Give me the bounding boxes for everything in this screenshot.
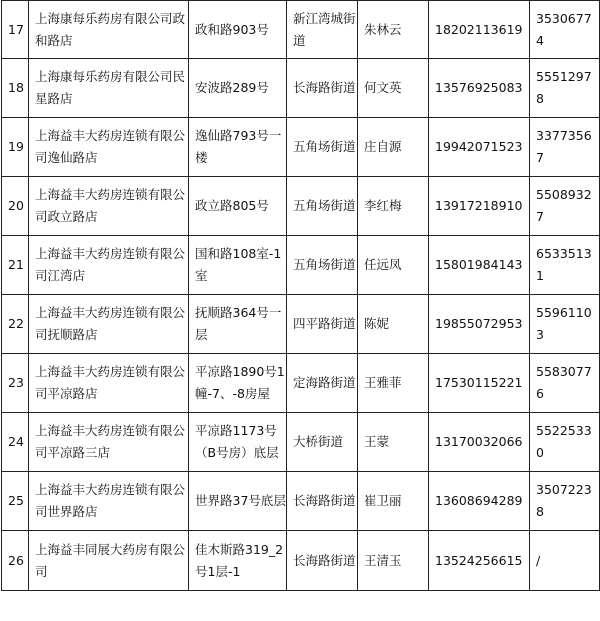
pharmacy-name: 上海益丰大药房连锁有限公司逸仙路店 — [29, 118, 189, 177]
row-number: 26 — [2, 531, 29, 591]
mobile-phone: 13576925083 — [429, 59, 530, 118]
telephone: 55089327 — [530, 177, 600, 236]
street: 新江湾城街道 — [287, 1, 358, 59]
telephone: 35306774 — [530, 1, 600, 59]
table-row — [2, 236, 600, 295]
street: 长海路街道 — [287, 59, 358, 118]
pharmacy-table — [1, 0, 600, 591]
row-number: 25 — [2, 472, 29, 531]
mobile-phone: 13608694289 — [429, 472, 530, 531]
street: 五角场街道 — [287, 118, 358, 177]
address: 国和路108室-1室 — [189, 236, 287, 295]
contact-person: 王蒙 — [358, 413, 429, 472]
contact-person: 王清玉 — [358, 531, 429, 591]
pharmacy-name: 上海益丰大药房连锁有限公司平凉路三店 — [29, 413, 189, 472]
table-row — [2, 118, 600, 177]
contact-person: 朱林云 — [358, 1, 429, 59]
pharmacy-name: 上海益丰同展大药房有限公司 — [29, 531, 189, 591]
table-row — [2, 177, 600, 236]
telephone: 33773567 — [530, 118, 600, 177]
row-number: 22 — [2, 295, 29, 354]
street: 大桥街道 — [287, 413, 358, 472]
telephone: 55512978 — [530, 59, 600, 118]
pharmacy-name: 上海益丰大药房连锁有限公司江湾店 — [29, 236, 189, 295]
pharmacy-name: 上海益丰大药房连锁有限公司抚顺路店 — [29, 295, 189, 354]
contact-person: 任远凤 — [358, 236, 429, 295]
mobile-phone: 13524256615 — [429, 531, 530, 591]
contact-person: 何文英 — [358, 59, 429, 118]
address: 安波路289号 — [189, 59, 287, 118]
telephone: 55961103 — [530, 295, 600, 354]
mobile-phone: 13170032066 — [429, 413, 530, 472]
row-number: 18 — [2, 59, 29, 118]
street: 长海路街道 — [287, 472, 358, 531]
row-number: 17 — [2, 1, 29, 59]
telephone: / — [530, 531, 600, 591]
row-number: 20 — [2, 177, 29, 236]
address: 世界路37号底层 — [189, 472, 287, 531]
address: 佳木斯路319_2号1层-1 — [189, 531, 287, 591]
table-row — [2, 354, 600, 413]
row-number: 23 — [2, 354, 29, 413]
row-number: 24 — [2, 413, 29, 472]
mobile-phone: 13917218910 — [429, 177, 530, 236]
pharmacy-name: 上海康每乐药房有限公司民星路店 — [29, 59, 189, 118]
address: 平凉路1173号（B号房）底层 — [189, 413, 287, 472]
pharmacy-name: 上海益丰大药房连锁有限公司平凉路店 — [29, 354, 189, 413]
contact-person: 庄自源 — [358, 118, 429, 177]
row-number: 19 — [2, 118, 29, 177]
contact-person: 陈妮 — [358, 295, 429, 354]
mobile-phone: 19855072953 — [429, 295, 530, 354]
address: 政和路903号 — [189, 1, 287, 59]
contact-person: 王雅菲 — [358, 354, 429, 413]
mobile-phone: 18202113619 — [429, 1, 530, 59]
telephone: 55830776 — [530, 354, 600, 413]
street: 五角场街道 — [287, 236, 358, 295]
table-row — [2, 295, 600, 354]
table-row — [2, 1, 600, 59]
telephone: 35072238 — [530, 472, 600, 531]
table-row — [2, 413, 600, 472]
contact-person: 李红梅 — [358, 177, 429, 236]
pharmacy-name: 上海益丰大药房连锁有限公司世界路店 — [29, 472, 189, 531]
address: 平凉路1890号1幢-7、-8房屋 — [189, 354, 287, 413]
street: 四平路街道 — [287, 295, 358, 354]
table-row — [2, 531, 600, 591]
street: 五角场街道 — [287, 177, 358, 236]
table-row — [2, 59, 600, 118]
mobile-phone: 15801984143 — [429, 236, 530, 295]
telephone: 65335131 — [530, 236, 600, 295]
address: 政立路805号 — [189, 177, 287, 236]
table-row — [2, 472, 600, 531]
row-number: 21 — [2, 236, 29, 295]
pharmacy-name: 上海益丰大药房连锁有限公司政立路店 — [29, 177, 189, 236]
address: 抚顺路364号一层 — [189, 295, 287, 354]
mobile-phone: 19942071523 — [429, 118, 530, 177]
street: 长海路街道 — [287, 531, 358, 591]
pharmacy-name: 上海康每乐药房有限公司政和路店 — [29, 1, 189, 59]
street: 定海路街道 — [287, 354, 358, 413]
telephone: 55225330 — [530, 413, 600, 472]
mobile-phone: 17530115221 — [429, 354, 530, 413]
contact-person: 崔卫丽 — [358, 472, 429, 531]
address: 逸仙路793号一楼 — [189, 118, 287, 177]
